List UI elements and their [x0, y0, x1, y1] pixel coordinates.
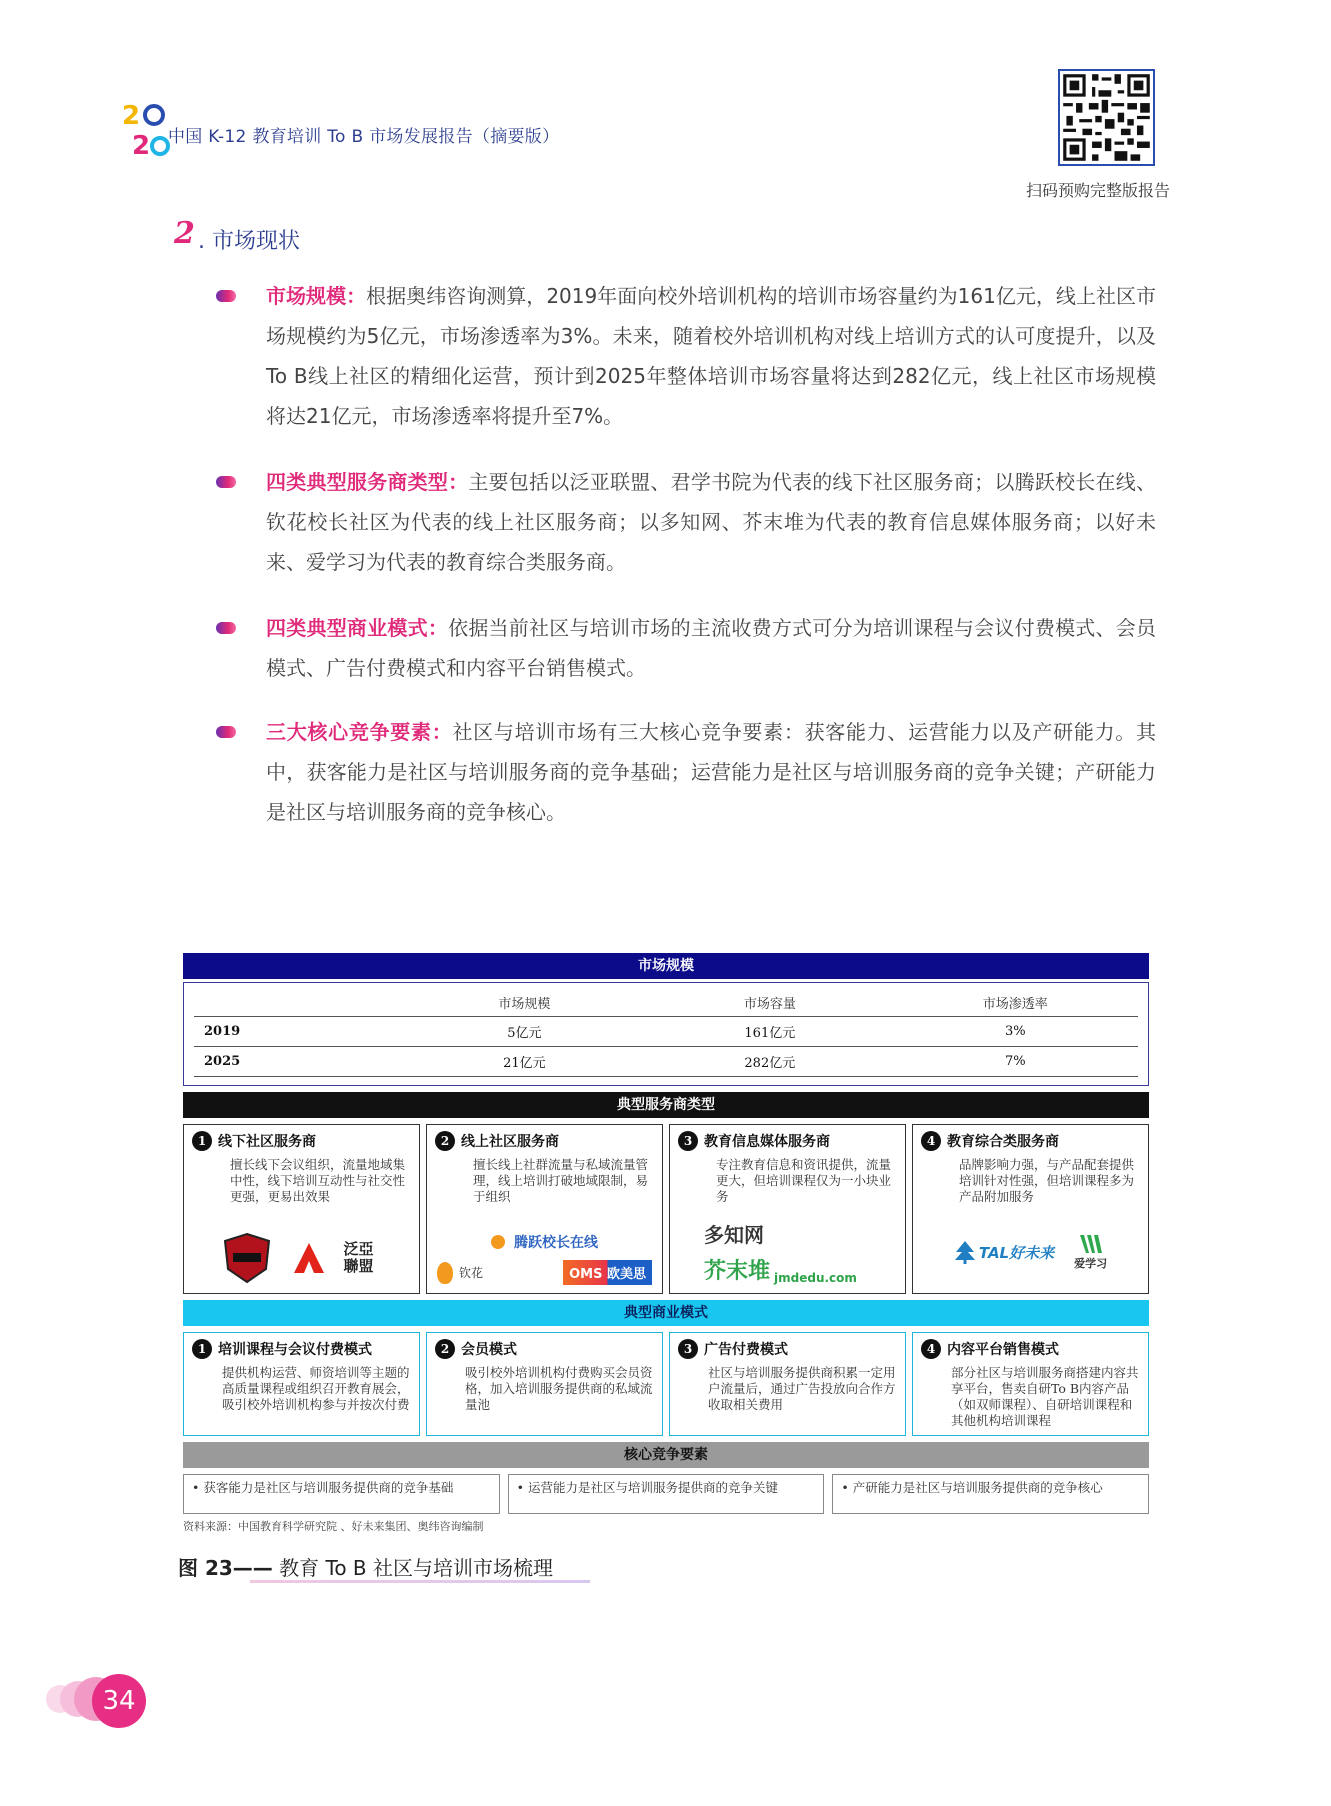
bullet-dot-icon — [216, 726, 236, 738]
card-number: 3 — [678, 1339, 698, 1359]
competition-items — [183, 1474, 1149, 1514]
model-card-courses — [183, 1332, 420, 1436]
card-desc: 擅长线上社群流量与私域流量管理，线上培训打破地域限制，易于组织 — [473, 1157, 649, 1204]
table-cell: 2019 — [194, 1017, 402, 1047]
card-number: 1 — [192, 1131, 212, 1151]
bullet-provider-types — [216, 462, 1156, 582]
card-desc: 提供机构运营、师资培训等主题的高质量课程或组织召开教育展会，吸引校外培训机构参与并按次付费 — [222, 1365, 410, 1412]
bullet-dot-icon — [216, 290, 236, 302]
table-header: 市场容量 — [647, 989, 892, 1017]
provider-card-offline — [183, 1124, 420, 1294]
competition-item: • 产研能力是社区与培训服务提供商的竞争核心 — [832, 1474, 1149, 1514]
model-card-content-platform — [912, 1332, 1149, 1436]
table-row — [194, 1017, 1138, 1047]
tengyue-logo-icon — [491, 1235, 505, 1249]
bullet-core-competition — [216, 712, 1156, 832]
model-card-advertising — [669, 1332, 906, 1436]
bullet-term: 三大核心竞争要素： — [266, 720, 453, 744]
logo-2020-icon — [120, 96, 170, 162]
fanya-logo-icon — [292, 1241, 326, 1275]
logo-jiemodui-text: 芥末堆 — [704, 1259, 771, 1284]
figure-source: 资料来源：中国教育科学研究院 、好未来集团、奥纬咨询编制 — [183, 1520, 484, 1533]
qr-code-icon[interactable] — [1058, 69, 1155, 166]
table-header-row — [194, 989, 1138, 1017]
svg-text:2: 2 — [122, 101, 141, 131]
market-size-bar: 市场规模 — [183, 953, 1149, 979]
figure-23 — [183, 953, 1149, 1534]
page-number: 34 — [92, 1674, 146, 1728]
card-title: 内容平台销售模式 — [947, 1342, 1059, 1358]
card-desc: 擅长线下会议组织，流量地域集中性，线下培训互动性与社交性更强，更易出效果 — [230, 1157, 406, 1204]
report-title: 中国 K-12 教育培训 To B 市场发展报告（摘要版） — [168, 127, 560, 147]
card-number: 4 — [921, 1339, 941, 1359]
bullet-term: 市场规模： — [266, 284, 367, 308]
card-number: 2 — [435, 1339, 455, 1359]
provider-card-online — [426, 1124, 663, 1294]
table-cell: 5亿元 — [402, 1017, 647, 1047]
aixuexi-logo-icon — [1078, 1233, 1104, 1255]
card-title: 线下社区服务商 — [218, 1134, 316, 1150]
logo-duozhi-text: 多知网 — [704, 1223, 764, 1247]
card-desc: 部分社区与培训服务商搭建内容共享平台，售卖自研To B内容产品（如双师课程）、自研培训课程和其他机构培训课程 — [951, 1365, 1139, 1428]
logo-oms-text: OMS 欧美思 — [563, 1260, 652, 1285]
card-number: 3 — [678, 1131, 698, 1151]
svg-text:2: 2 — [132, 131, 151, 161]
logo-jmdedu-text: jmdedu.com — [774, 1271, 857, 1285]
provider-card-media — [669, 1124, 906, 1294]
provider-types-bar: 典型服务商类型 — [183, 1092, 1149, 1118]
table-cell: 7% — [893, 1047, 1138, 1077]
market-size-table — [183, 982, 1149, 1086]
provider-cards — [183, 1124, 1149, 1294]
bullet-dot-icon — [216, 622, 236, 634]
bullet-text: 根据奥纬咨询测算，2019年面向校外培训机构的培训市场容量约为161亿元，线上社区市场规模约为5亿元，市场渗透率为3%。未来，随着校外培训机构对线上培训方式的认可度提升，以及To B线上社区的精细化运营，预计到2025年整体培训市场容量将达到282亿元，线上社区市场规模将达21亿元，市场渗透率将提升至7%。 — [266, 284, 1157, 428]
table-header: 市场规模 — [402, 989, 647, 1017]
card-desc: 品牌影响力强，与产品配套提供培训针对性强，但培训课程多为产品附加服务 — [959, 1157, 1135, 1204]
competition-item: • 获客能力是社区与培训服务提供商的竞争基础 — [183, 1474, 500, 1514]
bullet-text: 社区与培训市场有三大核心竞争要素：获客能力、运营能力以及产研能力。其中，获客能力是社区与培训服务商的竞争基础；运营能力是社区与培训服务商的竞争关键；产研能力是社区与培训服务商的竞争核心。 — [266, 720, 1157, 824]
caption-label: 图 23—— — [178, 1556, 273, 1580]
card-desc: 专注教育信息和资讯提供，流量更大，但培训课程仅为一小块业务 — [716, 1157, 892, 1204]
qr-caption: 扫码预购完整版报告 — [1026, 181, 1171, 200]
caption-text: 教育 To B 社区与培训市场梳理 — [272, 1556, 554, 1580]
model-cards — [183, 1332, 1149, 1436]
core-competition-bar: 核心竞争要素 — [183, 1442, 1149, 1468]
shield-crest-icon — [220, 1231, 274, 1285]
card-desc: 吸引校外培训机构付费购买会员资格，加入培训服务提供商的私域流量池 — [465, 1365, 653, 1412]
table-header: 市场渗透率 — [893, 989, 1138, 1017]
logo-qinhua-text: 钦花 — [459, 1266, 484, 1280]
card-desc: 社区与培训服务提供商积累一定用户流量后，通过广告投放向合作方收取相关费用 — [708, 1365, 896, 1412]
bullet-term: 四类典型商业模式： — [266, 616, 449, 640]
table-header — [194, 989, 402, 1017]
table-cell: 2025 — [194, 1047, 402, 1077]
competition-item: • 运营能力是社区与培训服务提供商的竞争关键 — [508, 1474, 825, 1514]
logo-tal-text: TAL好未来 — [978, 1243, 1055, 1262]
section-title: . 市场现状 — [198, 229, 300, 254]
tree-logo-icon — [954, 1240, 976, 1264]
bullet-dot-icon — [216, 476, 236, 488]
card-number: 1 — [192, 1339, 212, 1359]
bullet-text: 依据当前社区与培训市场的主流收费方式可分为培训课程与会议付费模式、会员模式、广告付费模式和内容平台销售模式。 — [266, 616, 1157, 680]
figure-caption — [178, 1552, 553, 1581]
provider-card-comprehensive — [912, 1124, 1149, 1294]
bullet-business-models — [216, 608, 1156, 688]
card-title: 教育综合类服务商 — [947, 1134, 1059, 1150]
card-title: 培训课程与会议付费模式 — [218, 1342, 372, 1358]
business-models-bar: 典型商业模式 — [183, 1300, 1149, 1326]
card-title: 线上社区服务商 — [461, 1134, 559, 1150]
table-cell: 21亿元 — [402, 1047, 647, 1077]
section-number: 2 — [174, 216, 195, 251]
logo-tengyue-text: 腾跃校长在线 — [514, 1235, 599, 1251]
card-title: 会员模式 — [461, 1342, 517, 1358]
logo-aixuexi-text: 爱学习 — [1074, 1257, 1108, 1270]
card-title: 教育信息媒体服务商 — [704, 1134, 830, 1150]
model-card-membership — [426, 1332, 663, 1436]
qinhua-logo-icon — [437, 1262, 453, 1284]
table-cell: 3% — [893, 1017, 1138, 1047]
bullet-market-size — [216, 276, 1156, 436]
card-title: 广告付费模式 — [704, 1342, 788, 1358]
table-row — [194, 1047, 1138, 1077]
bullet-term: 四类典型服务商类型： — [266, 470, 469, 494]
table-cell: 282亿元 — [647, 1047, 892, 1077]
card-number: 2 — [435, 1131, 455, 1151]
card-number: 4 — [921, 1131, 941, 1151]
table-cell: 161亿元 — [647, 1017, 892, 1047]
bullet-text: 主要包括以泛亚联盟、君学书院为代表的线下社区服务商；以腾跃校长在线、钦花校长社区为代表的线上社区服务商；以多知网、芥末堆为代表的教育信息媒体服务商；以好未来、爱学习为代表的教育综合类服务商。 — [266, 470, 1157, 574]
logo-fanya-text: 泛亞聯盟 — [343, 1240, 374, 1275]
